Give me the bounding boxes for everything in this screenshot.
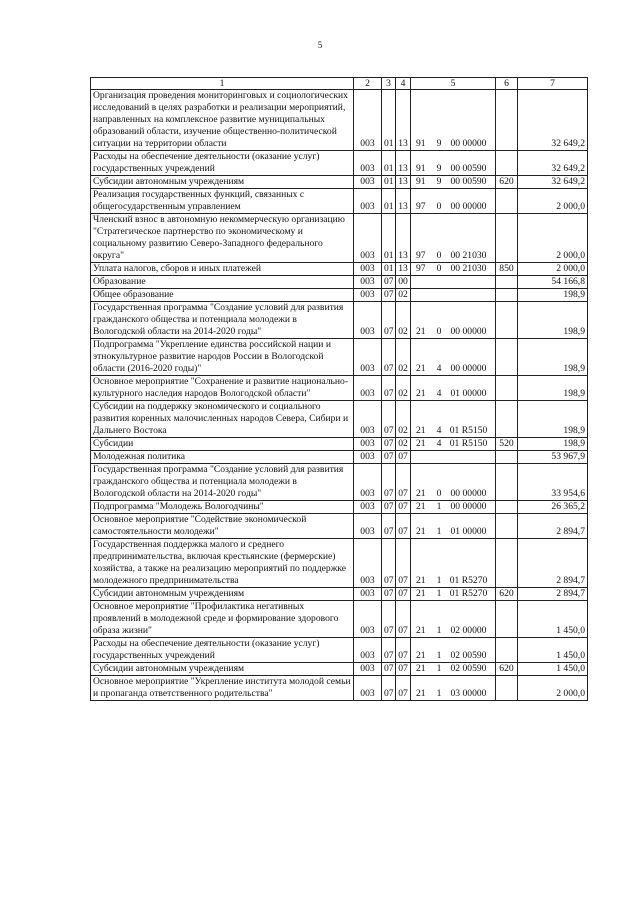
subsection-code: 02 — [396, 302, 411, 339]
row-name: Членский взнос в автономную некоммерческую организацию "Стратегическое партнерство по экономическому и социальному развитию Северо-Западного федерального округа" — [91, 214, 354, 263]
target-article — [411, 302, 496, 339]
ministry-code: 003 — [354, 176, 382, 189]
expense-type-code — [496, 676, 518, 701]
target-article-part: 00 00590 — [450, 163, 487, 174]
target-article-part: 01 R5270 — [449, 588, 488, 599]
ministry-code: 003 — [354, 514, 382, 539]
ministry-code: 003 — [354, 376, 382, 401]
amount: 53 967,9 — [518, 451, 588, 464]
ministry-code: 003 — [354, 501, 382, 514]
section-code: 07 — [382, 464, 396, 501]
target-article-part: 1 — [436, 625, 442, 636]
target-article — [411, 263, 496, 276]
target-article-parts — [413, 663, 493, 675]
amount: 2 894,7 — [518, 588, 588, 601]
ministry-code: 003 — [354, 90, 382, 151]
target-article-part: 00 00590 — [450, 176, 487, 187]
target-article-part: 21 — [416, 688, 426, 699]
expense-type-code: 850 — [496, 263, 518, 276]
target-article-part: 21 — [416, 363, 426, 374]
header-cell: 2 — [354, 78, 382, 90]
row-name: Основное мероприятие "Профилактика негативных проявлений в молодежной среде и формирование здорового образа жизни" — [91, 601, 354, 638]
table-row — [91, 276, 588, 289]
table-row — [91, 376, 588, 401]
target-article-parts — [413, 575, 493, 587]
expense-type-code — [496, 151, 518, 176]
table-row — [91, 302, 588, 339]
amount: 2 000,0 — [518, 676, 588, 701]
section-code: 01 — [382, 214, 396, 263]
section-code: 07 — [382, 501, 396, 514]
amount: 33 954,6 — [518, 464, 588, 501]
table-row — [91, 451, 588, 464]
row-name: Молодежная политика — [91, 451, 354, 464]
section-code: 01 — [382, 263, 396, 276]
target-article-parts — [413, 425, 493, 437]
table-row — [91, 438, 588, 451]
expense-type-code — [496, 376, 518, 401]
target-article-part: 1 — [436, 650, 442, 661]
target-article-part: 21 — [416, 425, 426, 436]
subsection-code: 13 — [396, 151, 411, 176]
target-article-part: 01 R5150 — [449, 438, 488, 449]
expense-type-code — [496, 189, 518, 214]
subsection-code: 07 — [396, 638, 411, 663]
subsection-code: 07 — [396, 539, 411, 588]
table-row — [91, 263, 588, 276]
target-article-part: 4 — [436, 438, 442, 449]
amount: 198,9 — [518, 289, 588, 302]
target-article-part: 00 00000 — [450, 501, 487, 512]
header-cell: 1 — [91, 78, 354, 90]
ministry-code: 003 — [354, 339, 382, 376]
section-code: 07 — [382, 376, 396, 401]
target-article-part: 97 — [416, 250, 426, 261]
target-article — [411, 601, 496, 638]
section-code: 07 — [382, 289, 396, 302]
ministry-code: 003 — [354, 289, 382, 302]
ministry-code: 003 — [354, 588, 382, 601]
section-code: 01 — [382, 176, 396, 189]
table-row — [91, 90, 588, 151]
subsection-code: 07 — [396, 451, 411, 464]
subsection-code: 07 — [396, 601, 411, 638]
target-article — [411, 464, 496, 501]
target-article-part: 0 — [436, 263, 442, 274]
table-row — [91, 151, 588, 176]
ministry-code: 003 — [354, 438, 382, 451]
target-article-part: 4 — [436, 388, 442, 399]
ministry-code: 003 — [354, 638, 382, 663]
row-name: Организация проведения мониторинговых и социологических исследований в целях разработки и реализации мероприятий, направленных на комплексное развитие муниципальных образований области, изучение общественно-политической ситуации на территории области — [91, 90, 354, 151]
subsection-code: 02 — [396, 401, 411, 438]
target-article-part: 02 00590 — [450, 663, 487, 674]
target-article-part: 21 — [416, 650, 426, 661]
target-article-part: 02 00000 — [450, 625, 487, 636]
target-article — [411, 176, 496, 189]
target-article-part: 21 — [416, 625, 426, 636]
target-article-part: 01 00000 — [450, 388, 487, 399]
target-article-part: 9 — [436, 163, 442, 174]
subsection-code: 07 — [396, 588, 411, 601]
target-article-part: 9 — [436, 176, 442, 187]
table-row — [91, 638, 588, 663]
target-article-part: 21 — [416, 326, 426, 337]
target-article-part: 21 — [416, 438, 426, 449]
header-cell: 5 — [411, 78, 496, 90]
target-article-part: 97 — [416, 263, 426, 274]
subsection-code: 13 — [396, 90, 411, 151]
amount: 2 894,7 — [518, 539, 588, 588]
amount: 198,9 — [518, 339, 588, 376]
section-code: 07 — [382, 663, 396, 676]
target-article-part: 0 — [436, 326, 442, 337]
amount: 198,9 — [518, 302, 588, 339]
expense-type-code — [496, 289, 518, 302]
subsection-code: 13 — [396, 214, 411, 263]
target-article-part: 97 — [416, 201, 426, 212]
target-article-part: 00 21030 — [450, 263, 487, 274]
ministry-code: 003 — [354, 676, 382, 701]
expense-type-code — [496, 401, 518, 438]
amount: 198,9 — [518, 376, 588, 401]
expense-type-code — [496, 601, 518, 638]
row-name: Субсидии — [91, 438, 354, 451]
ministry-code: 003 — [354, 539, 382, 588]
row-name: Общее образование — [91, 289, 354, 302]
amount: 2 000,0 — [518, 214, 588, 263]
amount: 198,9 — [518, 438, 588, 451]
target-article-part: 1 — [436, 663, 442, 674]
row-name: Государственная программа "Создание условий для развития гражданского общества и потенциала молодежи в Вологодской области на 2014-2020 годы" — [91, 464, 354, 501]
target-article — [411, 289, 496, 302]
subsection-code: 07 — [396, 663, 411, 676]
ministry-code: 003 — [354, 189, 382, 214]
amount: 2 894,7 — [518, 514, 588, 539]
target-article — [411, 151, 496, 176]
expense-type-code — [496, 276, 518, 289]
amount: 1 450,0 — [518, 601, 588, 638]
amount: 32 649,2 — [518, 90, 588, 151]
target-article-part: 21 — [416, 575, 426, 586]
subsection-code: 07 — [396, 501, 411, 514]
expense-type-code — [496, 302, 518, 339]
target-article-part: 4 — [436, 363, 442, 374]
subsection-code: 13 — [396, 176, 411, 189]
amount: 1 450,0 — [518, 663, 588, 676]
expense-type-code — [496, 514, 518, 539]
target-article-parts — [413, 138, 493, 150]
target-article-part: 00 21030 — [450, 250, 487, 261]
target-article-part: 1 — [436, 575, 442, 586]
target-article-part: 4 — [436, 425, 442, 436]
target-article-parts — [413, 526, 493, 538]
row-name: Основное мероприятие "Содействие экономической самостоятельности молодежи" — [91, 514, 354, 539]
target-article — [411, 588, 496, 601]
target-article-part: 21 — [416, 526, 426, 537]
amount: 2 000,0 — [518, 189, 588, 214]
section-code: 07 — [382, 676, 396, 701]
ministry-code: 003 — [354, 263, 382, 276]
target-article-part: 01 R5270 — [449, 575, 488, 586]
header-row — [91, 78, 588, 90]
table-row — [91, 588, 588, 601]
target-article-part: 02 00590 — [450, 650, 487, 661]
target-article-part: 00 00000 — [450, 201, 487, 212]
expense-type-code — [496, 214, 518, 263]
subsection-code: 02 — [396, 289, 411, 302]
target-article-part: 21 — [416, 663, 426, 674]
table-row — [91, 189, 588, 214]
target-article-part: 1 — [436, 588, 442, 599]
target-article — [411, 276, 496, 289]
row-name: Образование — [91, 276, 354, 289]
target-article-part: 0 — [436, 250, 442, 261]
target-article — [411, 438, 496, 451]
target-article-part: 0 — [436, 488, 442, 499]
subsection-code: 00 — [396, 276, 411, 289]
subsection-code: 02 — [396, 339, 411, 376]
table-row — [91, 401, 588, 438]
ministry-code: 003 — [354, 401, 382, 438]
target-article-part: 00 00000 — [450, 138, 487, 149]
ministry-code: 003 — [354, 663, 382, 676]
row-name: Реализация государственных функций, связанных с общегосударственным управлением — [91, 189, 354, 214]
target-article-part: 91 — [416, 163, 426, 174]
expense-type-code — [496, 464, 518, 501]
target-article-part: 1 — [436, 526, 442, 537]
row-name: Субсидии автономным учреждениям — [91, 176, 354, 189]
target-article-part: 91 — [416, 176, 426, 187]
table-row — [91, 676, 588, 701]
ministry-code: 003 — [354, 451, 382, 464]
expense-type-code: 620 — [496, 176, 518, 189]
row-name: Основное мероприятие "Укрепление института молодой семьи и пропаганда ответственного родительства" — [91, 676, 354, 701]
row-name: Субсидии автономным учреждениям — [91, 588, 354, 601]
target-article — [411, 189, 496, 214]
target-article-parts — [413, 650, 493, 662]
target-article — [411, 676, 496, 701]
target-article-parts — [413, 438, 493, 450]
row-name: Расходы на обеспечение деятельности (оказание услуг) государственных учреждений — [91, 151, 354, 176]
expense-type-code: 620 — [496, 663, 518, 676]
target-article — [411, 539, 496, 588]
expense-type-code — [496, 539, 518, 588]
header-cell: 3 — [382, 78, 396, 90]
section-code: 07 — [382, 514, 396, 539]
page-number: 5 — [317, 40, 323, 50]
target-article-part: 91 — [416, 138, 426, 149]
target-article-parts — [413, 501, 493, 513]
row-name: Уплата налогов, сборов и иных платежей — [91, 263, 354, 276]
target-article-parts — [413, 163, 493, 175]
expense-type-code — [496, 339, 518, 376]
section-code: 07 — [382, 588, 396, 601]
subsection-code: 02 — [396, 438, 411, 451]
target-article — [411, 638, 496, 663]
amount: 32 649,2 — [518, 151, 588, 176]
target-article-part: 0 — [436, 201, 442, 212]
table-row — [91, 539, 588, 588]
subsection-code: 13 — [396, 189, 411, 214]
row-name: Подпрограмма "Укрепление единства российской нации и этнокультурное развитие народов России в Вологодской области (2016-2020 годы)" — [91, 339, 354, 376]
section-code: 07 — [382, 401, 396, 438]
expense-type-code — [496, 638, 518, 663]
target-article — [411, 501, 496, 514]
expense-type-code — [496, 451, 518, 464]
target-article-part: 00 00000 — [450, 363, 487, 374]
ministry-code: 003 — [354, 601, 382, 638]
header-cell: 7 — [518, 78, 588, 90]
amount: 32 649,2 — [518, 176, 588, 189]
section-code: 07 — [382, 276, 396, 289]
header-cell: 6 — [496, 78, 518, 90]
table-row — [91, 663, 588, 676]
table-row — [91, 464, 588, 501]
target-article — [411, 214, 496, 263]
target-article-part: 01 00000 — [450, 526, 487, 537]
target-article-part: 21 — [416, 388, 426, 399]
target-article — [411, 90, 496, 151]
subsection-code: 07 — [396, 676, 411, 701]
ministry-code: 003 — [354, 464, 382, 501]
target-article — [411, 663, 496, 676]
section-code: 07 — [382, 638, 396, 663]
table-row — [91, 339, 588, 376]
target-article-part: 03 00000 — [450, 688, 487, 699]
header-cell: 4 — [396, 78, 411, 90]
target-article-parts — [413, 625, 493, 637]
target-article-parts — [413, 588, 493, 600]
table-row — [91, 289, 588, 302]
target-article-parts — [413, 176, 493, 188]
section-code: 07 — [382, 451, 396, 464]
target-article-parts — [413, 363, 493, 375]
subsection-code: 07 — [396, 464, 411, 501]
target-article-part: 01 R5150 — [449, 425, 488, 436]
ministry-code: 003 — [354, 214, 382, 263]
table-row — [91, 514, 588, 539]
amount: 198,9 — [518, 401, 588, 438]
target-article-parts — [413, 688, 493, 700]
target-article-part: 21 — [416, 488, 426, 499]
target-article-part: 9 — [436, 138, 442, 149]
table-row — [91, 601, 588, 638]
table-row — [91, 214, 588, 263]
section-code: 01 — [382, 90, 396, 151]
amount: 54 166,8 — [518, 276, 588, 289]
target-article — [411, 451, 496, 464]
target-article-part: 21 — [416, 588, 426, 599]
target-article-part: 21 — [416, 501, 426, 512]
target-article-parts — [413, 201, 493, 213]
target-article-parts — [413, 326, 493, 338]
target-article-part: 00 00000 — [450, 326, 487, 337]
row-name: Расходы на обеспечение деятельности (оказание услуг) государственных учреждений — [91, 638, 354, 663]
target-article — [411, 339, 496, 376]
amount: 1 450,0 — [518, 638, 588, 663]
target-article — [411, 401, 496, 438]
subsection-code: 02 — [396, 376, 411, 401]
section-code: 07 — [382, 601, 396, 638]
row-name: Государственная поддержка малого и среднего предпринимательства, включая крестьянские (фермерские) хозяйства, а также на реализацию мероприятий по поддержке молодежного предпринимательства — [91, 539, 354, 588]
expense-type-code: 520 — [496, 438, 518, 451]
row-name: Государственная программа "Создание условий для развития гражданского общества и потенциала молодежи в Вологодской области на 2014-2020 годы" — [91, 302, 354, 339]
section-code: 01 — [382, 189, 396, 214]
section-code: 07 — [382, 438, 396, 451]
section-code: 07 — [382, 302, 396, 339]
target-article-part: 1 — [436, 501, 442, 512]
table-row — [91, 501, 588, 514]
expense-type-code — [496, 501, 518, 514]
target-article-parts — [413, 488, 493, 500]
section-code: 07 — [382, 539, 396, 588]
amount: 26 365,2 — [518, 501, 588, 514]
target-article-parts — [413, 250, 493, 262]
budget-table — [90, 77, 588, 701]
subsection-code: 07 — [396, 514, 411, 539]
expense-type-code — [496, 90, 518, 151]
target-article-parts — [413, 388, 493, 400]
ministry-code: 003 — [354, 302, 382, 339]
target-article-part: 1 — [436, 688, 442, 699]
row-name: Подпрограмма "Молодежь Вологодчины" — [91, 501, 354, 514]
amount: 2 000,0 — [518, 263, 588, 276]
row-name: Субсидии на поддержку экономического и социального развития коренных малочисленных народов Севера, Сибири и Дальнего Востока — [91, 401, 354, 438]
row-name: Субсидии автономным учреждениям — [91, 663, 354, 676]
ministry-code: 003 — [354, 276, 382, 289]
table-row — [91, 176, 588, 189]
target-article-parts — [413, 263, 493, 275]
target-article — [411, 514, 496, 539]
section-code: 01 — [382, 151, 396, 176]
target-article-part: 00 00000 — [450, 488, 487, 499]
expense-type-code: 620 — [496, 588, 518, 601]
target-article — [411, 376, 496, 401]
section-code: 07 — [382, 339, 396, 376]
subsection-code: 13 — [396, 263, 411, 276]
ministry-code: 003 — [354, 151, 382, 176]
row-name: Основное мероприятие "Сохранение и развитие национально-культурного наследия народов Вологодской области" — [91, 376, 354, 401]
